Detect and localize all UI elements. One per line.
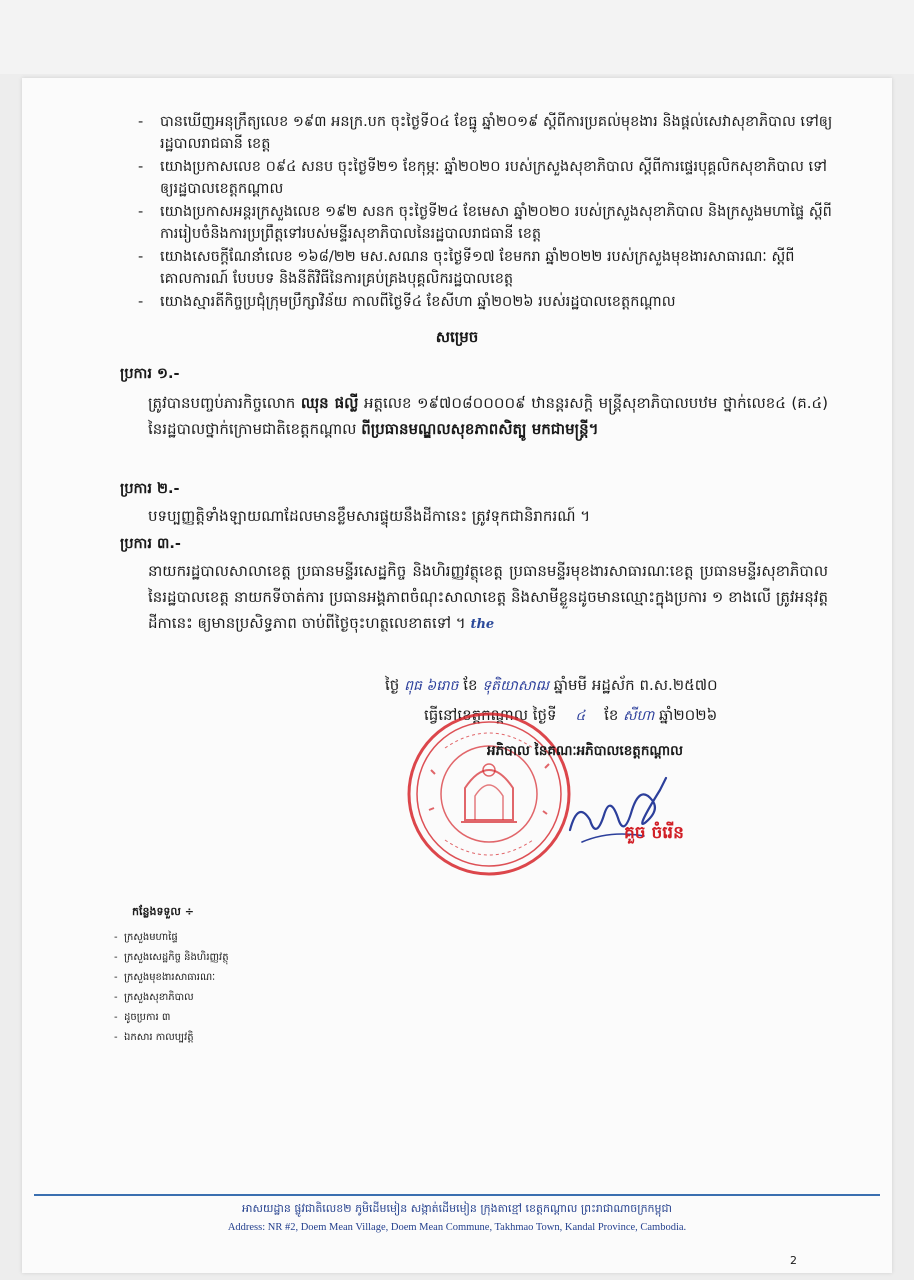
recipient-item: - ក្រសួងមហាផ្ទៃ: [114, 928, 229, 948]
article-1-heading: ប្រការ ១.-: [120, 366, 180, 382]
footer-address-khmer: អាសយដ្ឋាន ផ្លូវជាតិលេខ២ ភូមិដើមមៀន សង្កាត់ដើមមៀន ក្រុងតាខ្មៅ ខេត្តកណ្ដាល ព្រះរាជាណាចក្រកម្ពុជា: [242, 1202, 672, 1215]
preamble-item: - យោងប្រកាសលេខ ០៩៤ សនប ចុះថ្ងៃទី២១ ខែកុម្ភៈ ឆ្នាំ២០២០ របស់ក្រសួងសុខាភិបាល ស្ដីពីការផ្ទេរបុគ្គលិកសុខាភិបាល ទៅឲ្យរដ្ឋបាលខេត្តកណ្ដាល: [138, 157, 838, 200]
article-2-text: បទប្បញ្ញត្តិទាំងឡាយណាដែលមានខ្លឹមសារផ្ទុយនឹងដីកានេះ ត្រូវទុកជានិរាករណ៍ ។: [148, 507, 591, 525]
official-seal-stamp: [405, 710, 573, 878]
preamble-item: - យោងប្រកាសអន្តរក្រសួងលេខ ១៩២ សនក ចុះថ្ងៃទី២៤ ខែមេសា ឆ្នាំ២០២០ របស់ក្រសួងសុខាភិបាល និងក្រសួងមហាផ្ទៃ ស្ដីពីការរៀបចំនិងការប្រព្រឹត្តទៅរបស់មន្ទីរសុខាភិបាលនៃរដ្ឋបាលរាជធានី ខេត្ត: [138, 202, 838, 245]
recipient-item: - ក្រសួងសេដ្ឋកិច្ច និងហិរញ្ញវត្ថុ: [114, 948, 229, 968]
article-3-text: នាយករដ្ឋបាលសាលាខេត្ត ប្រធានមន្ទីរសេដ្ឋកិច្ច និងហិរញ្ញវត្ថុខេត្ត ប្រធានមន្ទីរមុខងារសាធារណៈខេត្ត ប្រធានមន្ទីរសុខាភិបាល នៃរដ្ឋបាលខេត្ត នាយកទីចាត់ការ ប្រធានអង្គភាពចំណុះសាលាខេត្ត និងសាមីខ្លួនដូចមានឈ្មោះក្នុងប្រការ ១ ខាងលើ ត្រូវអនុវត្តដីកានេះ ឲ្យមានប្រសិទ្ធភាព ចាប់ពីថ្ងៃចុះហត្ថលេខាតទៅ ។ the: [148, 562, 828, 632]
preamble-list: [138, 112, 838, 316]
scan-top-margin: [0, 0, 914, 74]
date-lunar: ថ្ងៃ ពុធ ៦រោច ខែ ទុតិយាសាឍ ឆ្នាំមមី អដ្ឋស័ក ព.ស.២៥៧០: [385, 676, 718, 694]
signatory-office: អភិបាល នៃគណៈអភិបាលខេត្តកណ្ដាល: [487, 743, 684, 759]
signer-name: គួច ចំរើន: [624, 823, 684, 843]
decision-title: សម្រេច: [435, 328, 479, 346]
recipients-title: កន្លែងទទួល ÷: [132, 905, 194, 918]
article-3-heading: ប្រការ ៣.-: [120, 536, 181, 552]
recipients-list: [114, 928, 229, 1048]
recipient-item: - ដូចប្រការ ៣: [114, 1008, 229, 1028]
article-1-text: ត្រូវបានបញ្ចប់ភារកិច្ចលោក ឈុន ផល្លី អត្តលេខ ១៩៧០៨០០០០៩ ឋានន្តរសក្ដិ មន្ត្រីសុខាភិបាលបឋម ថ្នាក់លេខ៤ (គ.៤) នៃរដ្ឋបាលថ្នាក់ក្រោមជាតិខេត្តកណ្ដាល ពីប្រធានមណ្ឌលសុខភាពសិត្បូ មកជាមន្ត្រី។: [148, 394, 829, 438]
article-2-heading: ប្រការ ២.-: [120, 481, 180, 497]
page-number: 2: [790, 1254, 797, 1267]
preamble-item: - យោងស្មារតីកិច្ចប្រជុំក្រុមប្រឹក្សាវិន័យ កាលពីថ្ងៃទី៤ ខែសីហា ឆ្នាំ២០២៦ របស់រដ្ឋបាលខេត្តកណ្ដាល: [138, 292, 838, 314]
officer-name: ឈុន ផល្លី: [300, 394, 359, 412]
footer-address-english: Address: NR #2, Doem Mean Village, Doem Mean Commune, Takhmao Town, Kandal Province, Cambodia.: [227, 1222, 687, 1233]
date-solar: ធ្វើនៅខេត្តកណ្ដាល ថ្ងៃទី ៤ ខែ សីហា ឆ្នាំ២០២៦: [424, 706, 718, 724]
footer-divider: [34, 1194, 880, 1196]
recipient-item: - ក្រសួងសុខាភិបាល: [114, 988, 229, 1008]
handwritten-signature: [560, 760, 680, 870]
handwritten-initials: the: [470, 617, 495, 632]
preamble-item: - បានឃើញអនុក្រឹត្យលេខ ១៩៣ អនក្រ.បក ចុះថ្ងៃទី០៤ ខែធ្នូ ឆ្នាំ២០១៩ ស្ដីពីការប្រគល់មុខងារ និងផ្ដល់សេវាសុខាភិបាល ទៅឲ្យរដ្ឋបាលរាជធានី ខេត្ត: [138, 112, 838, 155]
recipient-item: - ឯកសារ កាលប្បវត្តិ: [114, 1028, 229, 1048]
recipient-item: - ក្រសួងមុខងារសាធារណៈ: [114, 968, 229, 988]
preamble-item: - យោងសេចក្ដីណែនាំលេខ ១៦៨/២២ មស.សណន ចុះថ្ងៃទី១៧ ខែមករា ឆ្នាំ២០២២ របស់ក្រសួងមុខងារសាធារណៈ ស្ដីពីគោលការណ៍ បែបបទ និងនីតិវិធីនៃការគ្រប់គ្រងបុគ្គលិករដ្ឋបាលខេត្ត: [138, 247, 838, 290]
